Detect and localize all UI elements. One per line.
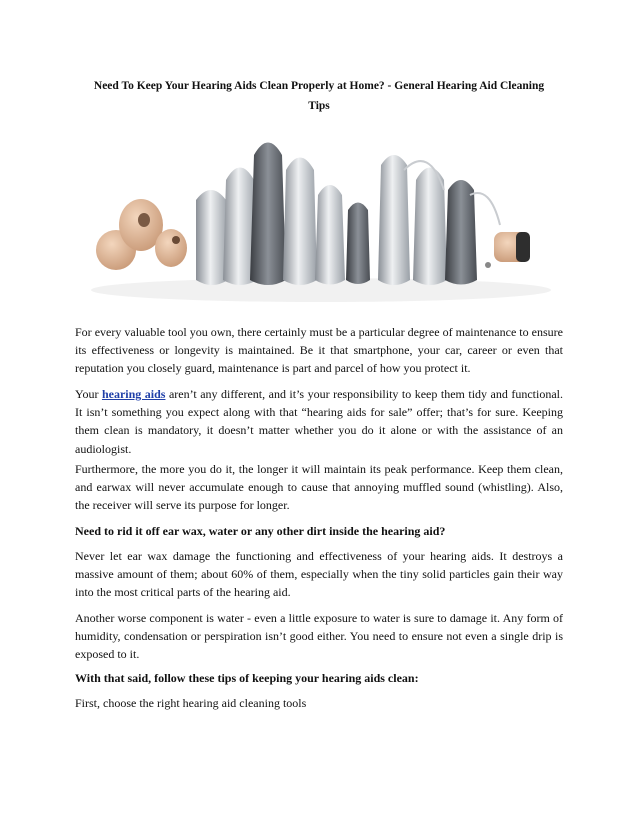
hearing-aids-link[interactable]: hearing aids <box>101 387 166 401</box>
paragraph-water: Another worse component is water - even a little exposure to water is sure to damage it. Any form of humidity, condensation or perspiration isn’t good either. You need to ensure not even a single drip is exposed to it. <box>75 611 563 662</box>
paragraph-ear-wax: Never let ear wax damage the functioning and effectiveness of your hearing aids. It destroys a massive amount of them; about 60% of them, especially when the tiny solid particles gain their way into the most critical parts of the hearing aid. <box>75 549 563 600</box>
section-heading-dirt: Need to rid it off ear wax, water or any other dirt inside the hearing aid? <box>75 524 446 538</box>
paragraph-intro: For every valuable tool you own, there certainly must be a particular degree of maintenance to ensure its effectiveness or longevity is maintained. Be it that smartphone, your car, career or even that reputation you closely guard, maintenance is part and parcel of how you protect it. <box>75 325 563 376</box>
page-title: Need To Keep Your Hearing Aids Clean Properly at Home? - General Hearing Aid Cleaning Tips <box>93 80 545 112</box>
paragraph-hearing-aids <box>75 385 563 458</box>
section-heading-tips: With that said, follow these tips of keeping your hearing aids clean: <box>75 671 419 685</box>
paragraph-text-after: aren’t any different, and it’s your responsibility to keep them tidy and functional. It isn’t something you expect along with that “hearing aids for sale” offer; that’s for sure. Keeping them clean is mandatory, it doesn’t matter whether you do it alone or with the assistance of an audiologist. <box>75 387 563 456</box>
paragraph-text-before: Your <box>75 387 102 401</box>
paragraph-first-tip: First, choose the right hearing aid cleaning tools <box>75 696 307 710</box>
paragraph-performance: Furthermore, the more you do it, the longer it will maintain its peak performance. Keep them clean, and earwax will never accumulate enough to cause that annoying muffled sound (whistling). Also, the receiver will serve its purpose for longer. <box>75 462 563 513</box>
hearing-aids-lineup-image <box>86 140 556 310</box>
